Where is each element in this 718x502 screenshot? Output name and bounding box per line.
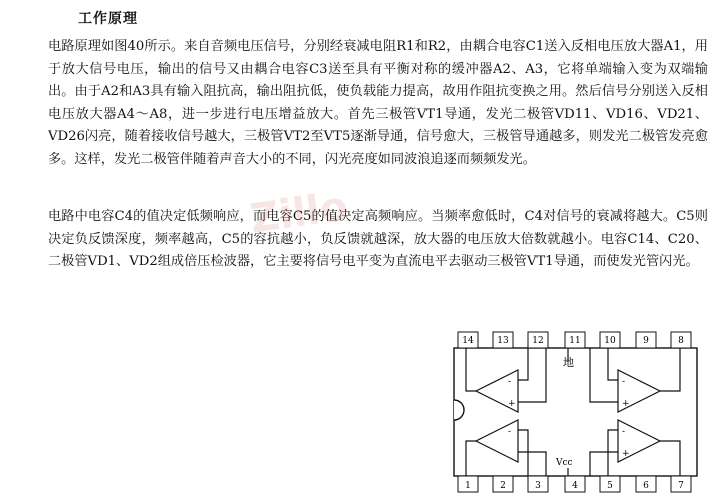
sign-minus-ll: -: [508, 427, 512, 437]
sign-minus-lr: -: [622, 427, 626, 437]
sign-plus-ur: +: [622, 399, 630, 409]
bottom-pin-label-2: 2: [500, 481, 506, 491]
bottom-pin-label-3: 3: [535, 481, 541, 491]
ic-package-body: [454, 348, 697, 476]
top-pin-label-14: 14: [462, 336, 474, 346]
top-pin-label-9: 9: [643, 336, 649, 346]
vcc-label: Vcc: [556, 458, 573, 468]
sign-minus-ur: -: [622, 377, 626, 387]
top-pin-label-8: 8: [678, 336, 684, 346]
bottom-pin-label-6: 6: [643, 481, 649, 491]
bottom-pin-label-4: 4: [572, 481, 578, 491]
sign-plus-ul: +: [508, 399, 516, 409]
sign-plus-lr: +: [622, 449, 630, 459]
gnd-label: 地: [563, 356, 574, 369]
ic-svg: [448, 328, 703, 498]
ic-notch: [454, 400, 464, 420]
top-pin-label-11: 11: [569, 336, 581, 346]
sign-minus-ul: -: [508, 377, 512, 387]
section-heading: 工作原理: [78, 11, 138, 27]
opamp-lower-left: [476, 420, 518, 462]
paragraph-frequency-response: 电路中电容C4的值决定低频响应，而电容C5的值决定高频响应。当频率愈低时，C4对信号的衰减将越大。C5则决定负反馈深度，频率越高，C5的容抗越小，负反馈就越深，放大器的电压放大倍数就越小。电容C14、C20、二极管VD1、VD2组成倍压检波器，它主要将信号电平变为直流电平去驱动三极管VT1导通，而使发光管闪光。: [48, 209, 708, 269]
bottom-pin-label-7: 7: [678, 481, 684, 491]
top-pin-label-10: 10: [604, 336, 616, 346]
bottom-pin-label-5: 5: [607, 481, 613, 491]
bottom-pin-label-1: 1: [465, 481, 471, 491]
watermark-logo: Zillo: [247, 183, 351, 243]
ic-pinout-diagram: [448, 328, 703, 498]
top-pin-label-13: 13: [497, 336, 509, 346]
top-pin-label-12: 12: [532, 336, 544, 346]
paragraph-principle: 电路原理如图40所示。来自音频电压信号，分别经衰减电阻R1和R2，由耦合电容C1送入反相电压放大器A1，用于放大信号电压，输出的信号又由耦合电容C3送至具有平衡对称的缓冲器A2、A3，它将单端输入变为双端输出。由于A2和A3具有输入阻抗高，输出阻抗低，使负载能力提高，故用作阻抗变换之用。然后信号分别送入反相电压放大器A4～A8，进一步进行电压增益放大。首先三极管VT1导通，发光二极管VD11、VD16、VD21、VD26闪亮，随着接收信号越大，三极管VT2至VT5逐渐导通，信号愈大，三极管导通越多，则发光二极管发亮愈多。这样，发光二极管伴随着声音大小的不同，闪光亮度如同波浪追逐而频频发光。: [48, 39, 708, 167]
